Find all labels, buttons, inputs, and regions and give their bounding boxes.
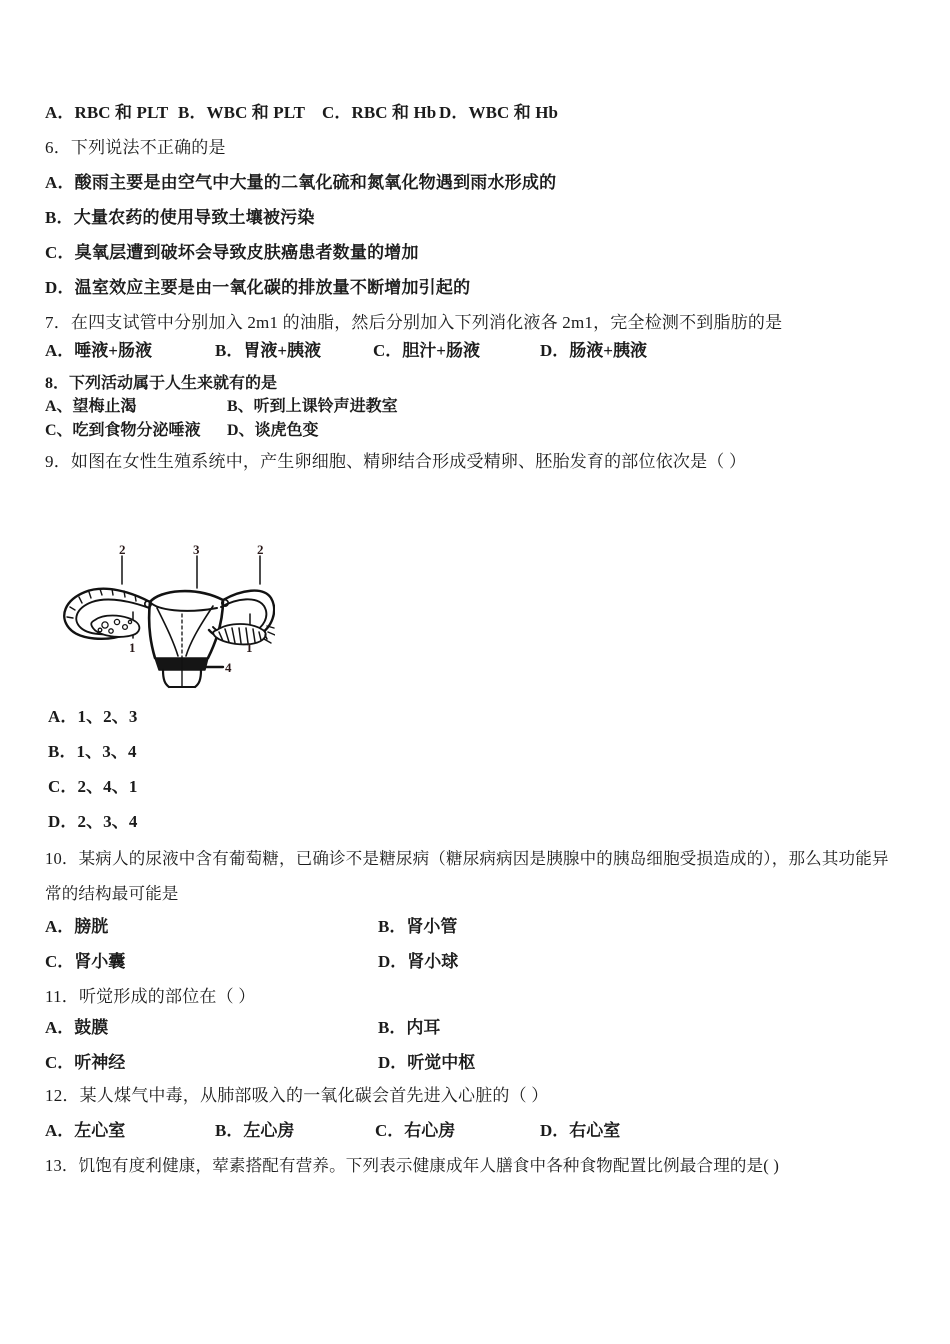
q10-option-b: B．肾小管 — [378, 917, 458, 936]
q5-option-a: A．RBC 和 PLT — [45, 103, 169, 122]
q12-option-d: D．右心室 — [540, 1121, 621, 1140]
q10-option-c: C．肾小囊 — [45, 952, 126, 971]
q12-stem: 12．某人煤气中毒，从肺部吸入的一氧化碳会首先进入心脏的（ ） — [45, 1086, 549, 1105]
q8-option-a: A、望梅止渴 — [45, 398, 137, 415]
q8-option-d: D、谈虎色变 — [227, 422, 319, 439]
q9-stem: 9．如图在女性生殖系统中，产生卵细胞、精卵结合形成受精卵、胚胎发育的部位依次是（ ） — [45, 452, 747, 471]
q12-option-c: C．右心房 — [375, 1121, 456, 1140]
q13-stem: 13．饥饱有度利健康，荤素搭配有营养。下列表示健康成年人膳食中各种食物配置比例最合理的是( ) — [45, 1156, 780, 1175]
q6-stem: 6．下列说法不正确的是 — [45, 138, 226, 157]
figure-label-2-right: 2 — [257, 542, 264, 557]
vagina-wall-left — [163, 670, 169, 687]
q6-option-a: A．酸雨主要是由空气中大量的二氧化硫和氮氧化物遇到雨水形成的 — [45, 173, 557, 192]
q11-stem: 11．听觉形成的部位在（ ） — [45, 987, 256, 1006]
q12-option-a: A．左心室 — [45, 1121, 126, 1140]
figure-label-1-right: 1 — [246, 640, 253, 655]
figure-label-4: 4 — [225, 660, 232, 675]
q8-option-c: C、吃到食物分泌唾液 — [45, 422, 201, 439]
q6-option-b: B．大量农药的使用导致土壤被污染 — [45, 208, 315, 227]
q5-option-c: C．RBC 和 Hb — [322, 103, 437, 122]
vagina-wall-right — [195, 670, 201, 687]
uterus-cavity-top — [150, 602, 217, 611]
figure-label-1-left: 1 — [129, 640, 136, 655]
q9-option-c: C．2、4、1 — [48, 777, 138, 796]
figure-label-3: 3 — [193, 542, 200, 557]
q7-stem: 7．在四支试管中分别加入 2m1 的油脂，然后分别加入下列消化液各 2m1，完全检测不到脂肪的是 — [45, 313, 783, 332]
q7-option-b: B．胃液+胰液 — [215, 341, 322, 360]
q11-option-a: A．鼓膜 — [45, 1018, 109, 1037]
q7-option-a: A．唾液+肠液 — [45, 341, 152, 360]
q7-option-c: C．胆汁+肠液 — [373, 341, 480, 360]
q5-option-d: D．WBC 和 Hb — [439, 103, 559, 122]
q6-option-d: D．温室效应主要是由一氧化碳的排放量不断增加引起的 — [45, 278, 471, 297]
q9-option-d: D．2、3、4 — [48, 812, 138, 831]
q9-option-a: A．1、2、3 — [48, 707, 138, 726]
uterus-fundus-top — [150, 591, 223, 602]
q12-option-b: B．左心房 — [215, 1121, 295, 1140]
q11-option-b: B．内耳 — [378, 1018, 441, 1037]
q10-stem-line1: 10．某病人的尿液中含有葡萄糖，已确诊不是糖尿病（糖尿病病因是胰腺中的胰岛细胞受损造成的），那么其功能异 — [45, 849, 889, 868]
q10-option-d: D．肾小球 — [378, 952, 459, 971]
q10-stem-line2: 常的结构最可能是 — [45, 884, 179, 903]
q9-option-b: B．1、3、4 — [48, 742, 137, 761]
uterus-diagram-svg — [45, 540, 275, 690]
female-reproductive-system-figure — [45, 540, 275, 690]
q10-option-a: A．膀胱 — [45, 917, 109, 936]
uterus-wall-left — [149, 602, 155, 658]
q8-option-b: B、听到上课铃声进教室 — [227, 398, 398, 415]
figure-label-2-left: 2 — [119, 542, 126, 557]
q7-option-d: D．肠液+胰液 — [540, 341, 647, 360]
q11-option-d: D．听觉中枢 — [378, 1053, 476, 1072]
q11-option-c: C．听神经 — [45, 1053, 126, 1072]
q6-option-c: C．臭氧层遭到破坏会导致皮肤癌患者数量的增加 — [45, 243, 419, 262]
uterine-cavity-left — [157, 608, 178, 656]
q5-option-b: B．WBC 和 PLT — [178, 103, 306, 122]
q8-stem: 8．下列活动属于人生来就有的是 — [45, 375, 278, 392]
